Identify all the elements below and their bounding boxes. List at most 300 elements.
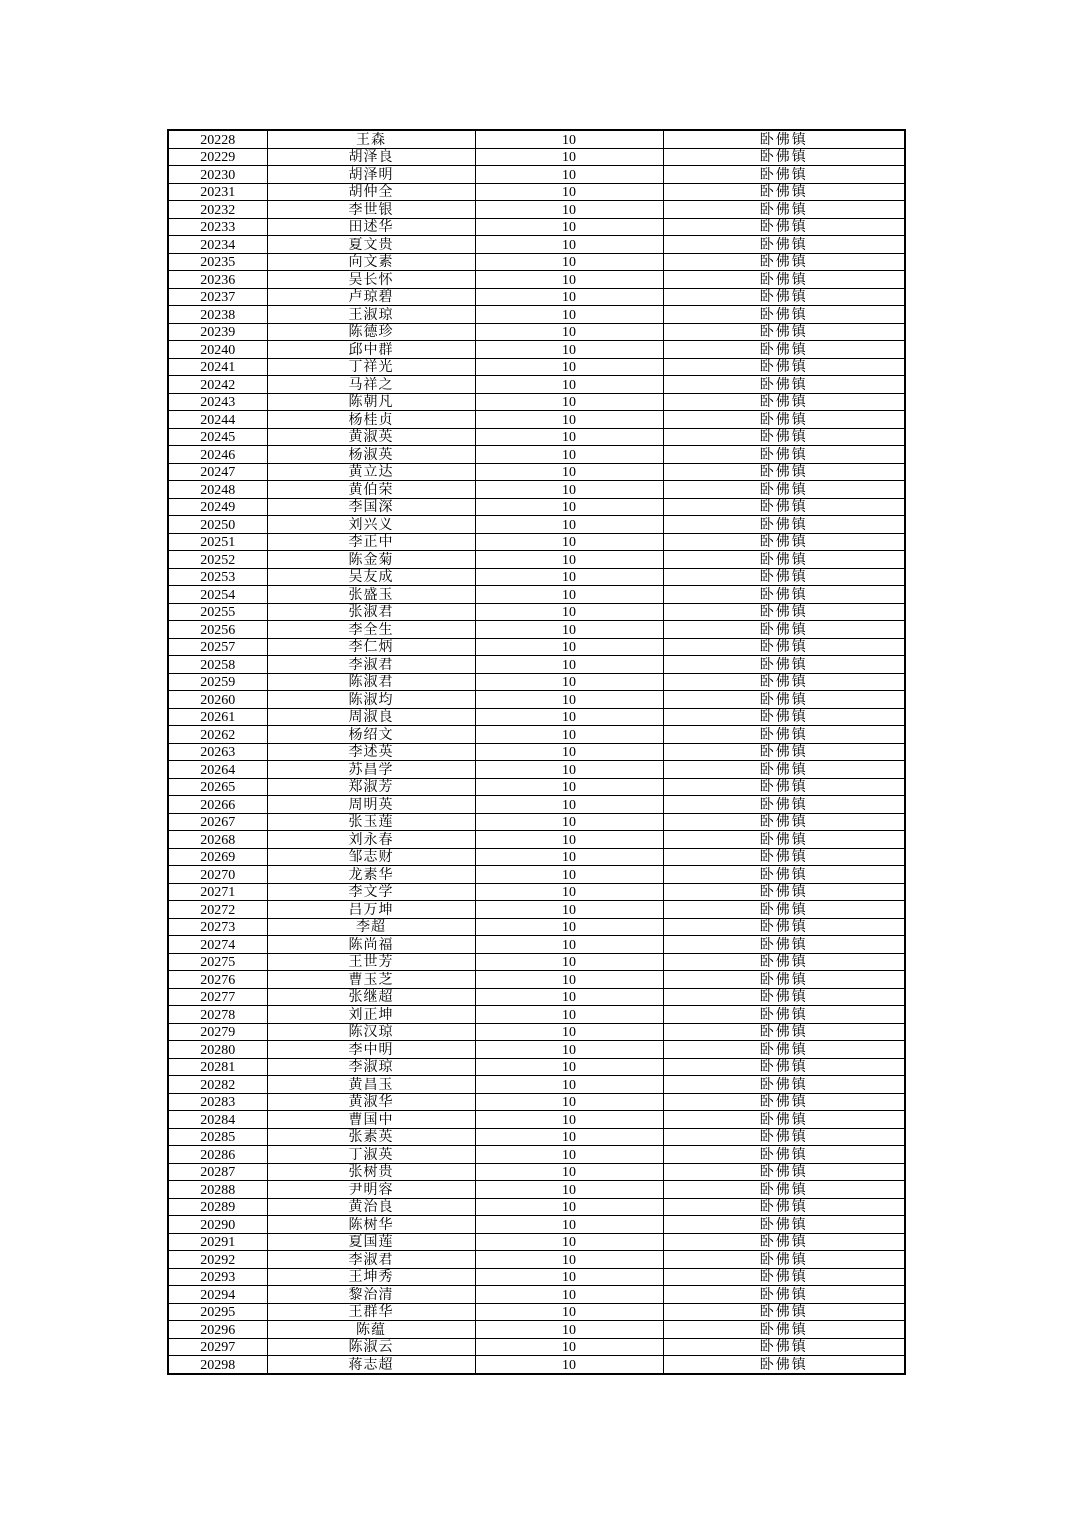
row-id-cell: 20265: [168, 778, 267, 796]
row-id-cell: 20290: [168, 1216, 267, 1234]
row-name-cell: 王群华: [267, 1303, 475, 1321]
row-town-cell: 卧佛镇: [663, 463, 905, 481]
table-row: [168, 603, 905, 621]
row-id-cell: 20280: [168, 1041, 267, 1059]
row-name-cell: 胡泽良: [267, 148, 475, 166]
row-id-cell: 20289: [168, 1198, 267, 1216]
row-amount-cell: 10: [475, 1321, 663, 1339]
table-row: [168, 726, 905, 744]
row-id-cell: 20269: [168, 848, 267, 866]
row-amount-cell: 10: [475, 551, 663, 569]
row-amount-cell: 10: [475, 446, 663, 464]
row-town-cell: 卧佛镇: [663, 1286, 905, 1304]
row-amount-cell: 10: [475, 568, 663, 586]
row-name-cell: 吕万坤: [267, 901, 475, 919]
row-town-cell: 卧佛镇: [663, 323, 905, 341]
row-name-cell: 杨淑英: [267, 446, 475, 464]
row-id-cell: 20271: [168, 883, 267, 901]
row-town-cell: 卧佛镇: [663, 691, 905, 709]
row-town-cell: 卧佛镇: [663, 358, 905, 376]
records-table: [167, 129, 906, 1375]
row-amount-cell: 10: [475, 411, 663, 429]
row-town-cell: 卧佛镇: [663, 1076, 905, 1094]
row-town-cell: 卧佛镇: [663, 866, 905, 884]
row-id-cell: 20238: [168, 306, 267, 324]
row-amount-cell: 10: [475, 708, 663, 726]
row-id-cell: 20256: [168, 621, 267, 639]
row-name-cell: 李文学: [267, 883, 475, 901]
row-town-cell: 卧佛镇: [663, 341, 905, 359]
table-row: [168, 1128, 905, 1146]
row-amount-cell: 10: [475, 323, 663, 341]
row-name-cell: 李世银: [267, 201, 475, 219]
table-row: [168, 638, 905, 656]
row-name-cell: 刘兴义: [267, 516, 475, 534]
table-row: [168, 796, 905, 814]
row-amount-cell: 10: [475, 148, 663, 166]
row-id-cell: 20266: [168, 796, 267, 814]
row-amount-cell: 10: [475, 936, 663, 954]
row-id-cell: 20253: [168, 568, 267, 586]
row-name-cell: 夏文贵: [267, 236, 475, 254]
row-name-cell: 陈树华: [267, 1216, 475, 1234]
row-town-cell: 卧佛镇: [663, 1058, 905, 1076]
table-row: [168, 516, 905, 534]
row-name-cell: 苏昌学: [267, 761, 475, 779]
row-name-cell: 李超: [267, 918, 475, 936]
row-name-cell: 蒋志超: [267, 1356, 475, 1374]
row-id-cell: 20284: [168, 1111, 267, 1129]
row-town-cell: 卧佛镇: [663, 306, 905, 324]
row-amount-cell: 10: [475, 988, 663, 1006]
row-id-cell: 20287: [168, 1163, 267, 1181]
row-id-cell: 20291: [168, 1233, 267, 1251]
row-town-cell: 卧佛镇: [663, 516, 905, 534]
row-amount-cell: 10: [475, 813, 663, 831]
row-town-cell: 卧佛镇: [663, 1268, 905, 1286]
row-town-cell: 卧佛镇: [663, 831, 905, 849]
row-town-cell: 卧佛镇: [663, 498, 905, 516]
table-row: [168, 971, 905, 989]
row-amount-cell: 10: [475, 253, 663, 271]
row-id-cell: 20259: [168, 673, 267, 691]
table-row: [168, 1181, 905, 1199]
row-amount-cell: 10: [475, 866, 663, 884]
row-town-cell: 卧佛镇: [663, 848, 905, 866]
row-amount-cell: 10: [475, 1041, 663, 1059]
row-name-cell: 张淑君: [267, 603, 475, 621]
row-name-cell: 马祥之: [267, 376, 475, 394]
row-amount-cell: 10: [475, 201, 663, 219]
row-amount-cell: 10: [475, 393, 663, 411]
row-amount-cell: 10: [475, 166, 663, 184]
row-town-cell: 卧佛镇: [663, 1251, 905, 1269]
row-id-cell: 20236: [168, 271, 267, 289]
row-amount-cell: 10: [475, 1268, 663, 1286]
table-row: [168, 166, 905, 184]
row-name-cell: 黄淑英: [267, 428, 475, 446]
row-amount-cell: 10: [475, 1356, 663, 1374]
row-amount-cell: 10: [475, 1006, 663, 1024]
row-town-cell: 卧佛镇: [663, 603, 905, 621]
row-name-cell: 陈朝凡: [267, 393, 475, 411]
table-row: [168, 306, 905, 324]
row-id-cell: 20278: [168, 1006, 267, 1024]
row-id-cell: 20273: [168, 918, 267, 936]
table-row: [168, 1093, 905, 1111]
row-town-cell: 卧佛镇: [663, 621, 905, 639]
row-name-cell: 陈德珍: [267, 323, 475, 341]
row-amount-cell: 10: [475, 218, 663, 236]
row-name-cell: 黄立达: [267, 463, 475, 481]
row-name-cell: 陈汉琼: [267, 1023, 475, 1041]
table-row: [168, 1251, 905, 1269]
row-amount-cell: 10: [475, 761, 663, 779]
row-amount-cell: 10: [475, 1058, 663, 1076]
row-id-cell: 20260: [168, 691, 267, 709]
row-amount-cell: 10: [475, 1251, 663, 1269]
row-id-cell: 20240: [168, 341, 267, 359]
table-row: [168, 446, 905, 464]
row-amount-cell: 10: [475, 183, 663, 201]
row-name-cell: 陈淑君: [267, 673, 475, 691]
row-amount-cell: 10: [475, 1023, 663, 1041]
row-town-cell: 卧佛镇: [663, 1111, 905, 1129]
row-name-cell: 李述英: [267, 743, 475, 761]
row-name-cell: 李全生: [267, 621, 475, 639]
table-row: [168, 953, 905, 971]
row-id-cell: 20252: [168, 551, 267, 569]
row-town-cell: 卧佛镇: [663, 673, 905, 691]
table-row: [168, 813, 905, 831]
row-name-cell: 张树贵: [267, 1163, 475, 1181]
row-town-cell: 卧佛镇: [663, 1303, 905, 1321]
row-town-cell: 卧佛镇: [663, 1128, 905, 1146]
table-row: [168, 148, 905, 166]
row-amount-cell: 10: [475, 376, 663, 394]
row-town-cell: 卧佛镇: [663, 166, 905, 184]
row-id-cell: 20283: [168, 1093, 267, 1111]
row-town-cell: 卧佛镇: [663, 253, 905, 271]
table-row: [168, 498, 905, 516]
table-row: [168, 586, 905, 604]
table-row: [168, 1268, 905, 1286]
row-amount-cell: 10: [475, 288, 663, 306]
table-row: [168, 1286, 905, 1304]
row-amount-cell: 10: [475, 831, 663, 849]
row-town-cell: 卧佛镇: [663, 533, 905, 551]
row-id-cell: 20242: [168, 376, 267, 394]
table-row: [168, 376, 905, 394]
row-amount-cell: 10: [475, 1338, 663, 1356]
row-name-cell: 曹国中: [267, 1111, 475, 1129]
row-id-cell: 20246: [168, 446, 267, 464]
row-town-cell: 卧佛镇: [663, 201, 905, 219]
row-name-cell: 丁祥光: [267, 358, 475, 376]
row-amount-cell: 10: [475, 358, 663, 376]
row-id-cell: 20293: [168, 1268, 267, 1286]
row-town-cell: 卧佛镇: [663, 1041, 905, 1059]
row-amount-cell: 10: [475, 1303, 663, 1321]
row-name-cell: 夏国莲: [267, 1233, 475, 1251]
row-town-cell: 卧佛镇: [663, 148, 905, 166]
row-amount-cell: 10: [475, 726, 663, 744]
row-town-cell: 卧佛镇: [663, 936, 905, 954]
row-amount-cell: 10: [475, 1198, 663, 1216]
table-row: [168, 936, 905, 954]
row-id-cell: 20275: [168, 953, 267, 971]
row-amount-cell: 10: [475, 1128, 663, 1146]
row-town-cell: 卧佛镇: [663, 1216, 905, 1234]
row-name-cell: 陈蕴: [267, 1321, 475, 1339]
row-amount-cell: 10: [475, 848, 663, 866]
row-town-cell: 卧佛镇: [663, 1163, 905, 1181]
table-row: [168, 201, 905, 219]
row-town-cell: 卧佛镇: [663, 953, 905, 971]
row-id-cell: 20279: [168, 1023, 267, 1041]
row-id-cell: 20237: [168, 288, 267, 306]
table-row: [168, 918, 905, 936]
table-row: [168, 130, 905, 148]
row-name-cell: 陈金菊: [267, 551, 475, 569]
row-name-cell: 张继超: [267, 988, 475, 1006]
row-id-cell: 20254: [168, 586, 267, 604]
row-id-cell: 20241: [168, 358, 267, 376]
row-id-cell: 20286: [168, 1146, 267, 1164]
table-row: [168, 1321, 905, 1339]
row-name-cell: 陈尚福: [267, 936, 475, 954]
row-name-cell: 陈淑云: [267, 1338, 475, 1356]
row-name-cell: 卢琼碧: [267, 288, 475, 306]
row-amount-cell: 10: [475, 341, 663, 359]
row-town-cell: 卧佛镇: [663, 1233, 905, 1251]
row-name-cell: 王森: [267, 130, 475, 148]
table-row: [168, 393, 905, 411]
table-row: [168, 1233, 905, 1251]
table-row: [168, 761, 905, 779]
row-town-cell: 卧佛镇: [663, 393, 905, 411]
row-id-cell: 20251: [168, 533, 267, 551]
row-id-cell: 20296: [168, 1321, 267, 1339]
row-town-cell: 卧佛镇: [663, 376, 905, 394]
row-name-cell: 刘正坤: [267, 1006, 475, 1024]
table-row: [168, 463, 905, 481]
row-amount-cell: 10: [475, 1163, 663, 1181]
row-town-cell: 卧佛镇: [663, 428, 905, 446]
table-row: [168, 673, 905, 691]
row-amount-cell: 10: [475, 236, 663, 254]
row-town-cell: 卧佛镇: [663, 726, 905, 744]
row-name-cell: 李淑君: [267, 656, 475, 674]
table-row: [168, 1058, 905, 1076]
row-name-cell: 黎治清: [267, 1286, 475, 1304]
table-row: [168, 428, 905, 446]
row-name-cell: 胡泽明: [267, 166, 475, 184]
table-row: [168, 236, 905, 254]
table-row: [168, 358, 905, 376]
row-amount-cell: 10: [475, 1233, 663, 1251]
table-row: [168, 183, 905, 201]
row-name-cell: 李淑君: [267, 1251, 475, 1269]
row-name-cell: 黄昌玉: [267, 1076, 475, 1094]
table-row: [168, 1163, 905, 1181]
row-id-cell: 20262: [168, 726, 267, 744]
row-amount-cell: 10: [475, 883, 663, 901]
row-amount-cell: 10: [475, 481, 663, 499]
row-amount-cell: 10: [475, 1146, 663, 1164]
row-town-cell: 卧佛镇: [663, 183, 905, 201]
table-row: [168, 1023, 905, 1041]
table-row: [168, 1041, 905, 1059]
row-id-cell: 20228: [168, 130, 267, 148]
row-town-cell: 卧佛镇: [663, 743, 905, 761]
row-name-cell: 尹明容: [267, 1181, 475, 1199]
row-id-cell: 20282: [168, 1076, 267, 1094]
table-row: [168, 568, 905, 586]
row-amount-cell: 10: [475, 1093, 663, 1111]
row-id-cell: 20249: [168, 498, 267, 516]
row-id-cell: 20288: [168, 1181, 267, 1199]
row-amount-cell: 10: [475, 1286, 663, 1304]
row-name-cell: 吴长怀: [267, 271, 475, 289]
row-name-cell: 李淑琼: [267, 1058, 475, 1076]
row-town-cell: 卧佛镇: [663, 130, 905, 148]
row-id-cell: 20268: [168, 831, 267, 849]
row-id-cell: 20295: [168, 1303, 267, 1321]
table-row: [168, 323, 905, 341]
row-name-cell: 邹志财: [267, 848, 475, 866]
row-amount-cell: 10: [475, 971, 663, 989]
table-row: [168, 1198, 905, 1216]
row-name-cell: 李仁炳: [267, 638, 475, 656]
table-row: [168, 656, 905, 674]
row-id-cell: 20230: [168, 166, 267, 184]
row-name-cell: 邱中群: [267, 341, 475, 359]
row-amount-cell: 10: [475, 743, 663, 761]
row-town-cell: 卧佛镇: [663, 1146, 905, 1164]
row-name-cell: 李中明: [267, 1041, 475, 1059]
row-town-cell: 卧佛镇: [663, 796, 905, 814]
row-id-cell: 20243: [168, 393, 267, 411]
table-row: [168, 831, 905, 849]
row-town-cell: 卧佛镇: [663, 1198, 905, 1216]
row-id-cell: 20277: [168, 988, 267, 1006]
row-name-cell: 丁淑英: [267, 1146, 475, 1164]
row-amount-cell: 10: [475, 306, 663, 324]
row-id-cell: 20250: [168, 516, 267, 534]
row-town-cell: 卧佛镇: [663, 288, 905, 306]
table-row: [168, 533, 905, 551]
row-id-cell: 20276: [168, 971, 267, 989]
row-town-cell: 卧佛镇: [663, 901, 905, 919]
row-town-cell: 卧佛镇: [663, 883, 905, 901]
table-row: [168, 901, 905, 919]
row-id-cell: 20294: [168, 1286, 267, 1304]
table-row: [168, 253, 905, 271]
table-row: [168, 271, 905, 289]
table-row: [168, 551, 905, 569]
row-amount-cell: 10: [475, 498, 663, 516]
row-name-cell: 胡仲全: [267, 183, 475, 201]
row-town-cell: 卧佛镇: [663, 761, 905, 779]
row-town-cell: 卧佛镇: [663, 218, 905, 236]
row-id-cell: 20281: [168, 1058, 267, 1076]
row-town-cell: 卧佛镇: [663, 638, 905, 656]
table-row: [168, 1356, 905, 1374]
row-amount-cell: 10: [475, 691, 663, 709]
row-amount-cell: 10: [475, 1076, 663, 1094]
row-town-cell: 卧佛镇: [663, 481, 905, 499]
table-row: [168, 848, 905, 866]
row-name-cell: 张玉莲: [267, 813, 475, 831]
row-amount-cell: 10: [475, 918, 663, 936]
row-town-cell: 卧佛镇: [663, 988, 905, 1006]
row-name-cell: 张素英: [267, 1128, 475, 1146]
row-amount-cell: 10: [475, 656, 663, 674]
table-row: [168, 621, 905, 639]
row-amount-cell: 10: [475, 621, 663, 639]
row-amount-cell: 10: [475, 516, 663, 534]
row-town-cell: 卧佛镇: [663, 918, 905, 936]
row-id-cell: 20257: [168, 638, 267, 656]
row-id-cell: 20244: [168, 411, 267, 429]
table-row: [168, 708, 905, 726]
row-name-cell: 王淑琼: [267, 306, 475, 324]
row-town-cell: 卧佛镇: [663, 271, 905, 289]
table-row: [168, 743, 905, 761]
row-name-cell: 杨桂贞: [267, 411, 475, 429]
row-id-cell: 20285: [168, 1128, 267, 1146]
row-town-cell: 卧佛镇: [663, 1321, 905, 1339]
row-amount-cell: 10: [475, 271, 663, 289]
row-town-cell: 卧佛镇: [663, 1093, 905, 1111]
row-id-cell: 20298: [168, 1356, 267, 1374]
row-town-cell: 卧佛镇: [663, 1356, 905, 1374]
table-row: [168, 1216, 905, 1234]
row-town-cell: 卧佛镇: [663, 568, 905, 586]
table-row: [168, 1111, 905, 1129]
row-town-cell: 卧佛镇: [663, 236, 905, 254]
row-id-cell: 20229: [168, 148, 267, 166]
table-row: [168, 866, 905, 884]
table-row: [168, 1338, 905, 1356]
row-town-cell: 卧佛镇: [663, 778, 905, 796]
row-town-cell: 卧佛镇: [663, 1181, 905, 1199]
table-row: [168, 1076, 905, 1094]
row-name-cell: 张盛玉: [267, 586, 475, 604]
row-id-cell: 20248: [168, 481, 267, 499]
row-id-cell: 20235: [168, 253, 267, 271]
row-name-cell: 周明英: [267, 796, 475, 814]
row-id-cell: 20292: [168, 1251, 267, 1269]
row-amount-cell: 10: [475, 463, 663, 481]
row-name-cell: 陈淑均: [267, 691, 475, 709]
row-id-cell: 20274: [168, 936, 267, 954]
row-name-cell: 王世芳: [267, 953, 475, 971]
row-town-cell: 卧佛镇: [663, 1006, 905, 1024]
row-name-cell: 曹玉芝: [267, 971, 475, 989]
row-name-cell: 李正中: [267, 533, 475, 551]
table-row: [168, 411, 905, 429]
row-town-cell: 卧佛镇: [663, 656, 905, 674]
row-amount-cell: 10: [475, 130, 663, 148]
row-id-cell: 20234: [168, 236, 267, 254]
row-name-cell: 黄伯荣: [267, 481, 475, 499]
table-row: [168, 1006, 905, 1024]
row-id-cell: 20232: [168, 201, 267, 219]
row-amount-cell: 10: [475, 603, 663, 621]
row-name-cell: 郑淑芳: [267, 778, 475, 796]
